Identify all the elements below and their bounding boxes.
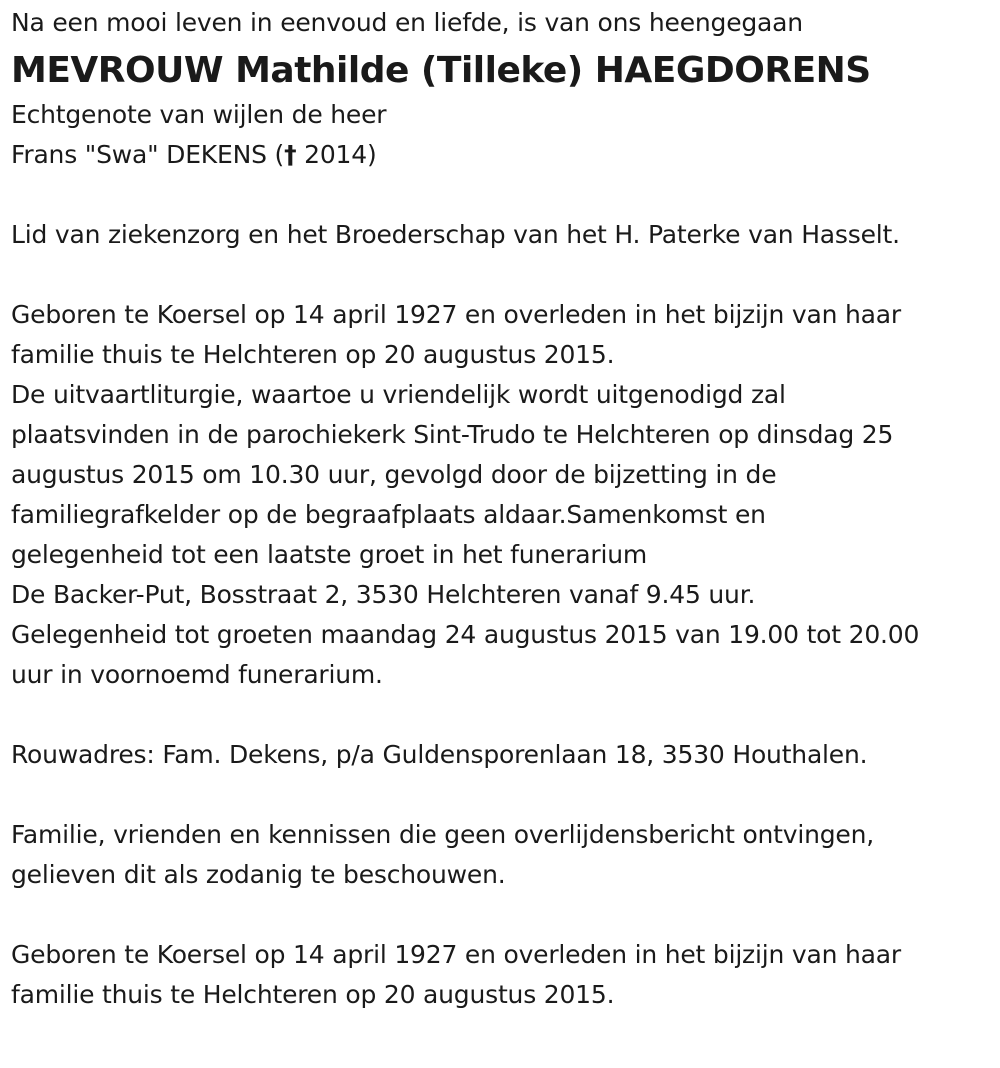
paragraph-line: uur in voornoemd funerarium. — [11, 660, 383, 689]
spouse-death-year: 2014) — [296, 140, 377, 169]
paragraph-line: gelegenheid tot een laatste groet in het funerarium — [11, 540, 648, 569]
paragraph-line: De uitvaartliturgie, waartoe u vriendelijk wordt uitgenodigd zal — [11, 380, 786, 409]
paragraph-line: Geboren te Koersel op 14 april 1927 en overleden in het bijzijn van haar — [11, 940, 901, 969]
intro-text: Na een mooi leven in eenvoud en liefde, is van ons heengegaan — [11, 8, 803, 37]
spouse-name: Frans "Swa" DEKENS ( — [11, 140, 285, 169]
funeral-paragraph — [11, 375, 1000, 695]
paragraph-line: Geboren te Koersel op 14 april 1927 en overleden in het bijzijn van haar — [11, 300, 901, 329]
spouse-name-line — [11, 135, 1000, 175]
membership-text: Lid van ziekenzorg en het Broederschap van het H. Paterke van Hasselt. — [11, 220, 900, 249]
paragraph-line: plaatsvinden in de parochiekerk Sint-Trudo te Helchteren op dinsdag 25 — [11, 420, 894, 449]
notice-paragraph — [11, 815, 1000, 895]
paragraph-line: familie thuis te Helchteren op 20 augustus 2015. — [11, 980, 615, 1009]
paragraph-line: augustus 2015 om 10.30 uur, gevolgd door de bijzetting in de — [11, 460, 777, 489]
birth-death-paragraph — [11, 295, 1000, 375]
paragraph-line: Gelegenheid tot groeten maandag 24 augustus 2015 van 19.00 tot 20.00 — [11, 620, 920, 649]
spouse-line: Echtgenote van wijlen de heer — [11, 100, 387, 129]
cross-icon: † — [284, 140, 297, 169]
paragraph-line: gelieven dit als zodanig te beschouwen. — [11, 860, 506, 889]
paragraph-line: Familie, vrienden en kennissen die geen overlijdensbericht ontvingen, — [11, 820, 875, 849]
paragraph-line: familie thuis te Helchteren op 20 augustus 2015. — [11, 340, 615, 369]
paragraph-line: familiegrafkelder op de begraafplaats aldaar.Samenkomst en — [11, 500, 766, 529]
mourning-address: Rouwadres: Fam. Dekens, p/a Guldensporenlaan 18, 3530 Houthalen. — [11, 740, 868, 769]
deceased-name: MEVROUW Mathilde (Tilleke) HAEGDORENS — [11, 50, 871, 91]
birth-death-repeat-paragraph — [11, 935, 1000, 1015]
paragraph-line: De Backer-Put, Bosstraat 2, 3530 Helchteren vanaf 9.45 uur. — [11, 580, 756, 609]
